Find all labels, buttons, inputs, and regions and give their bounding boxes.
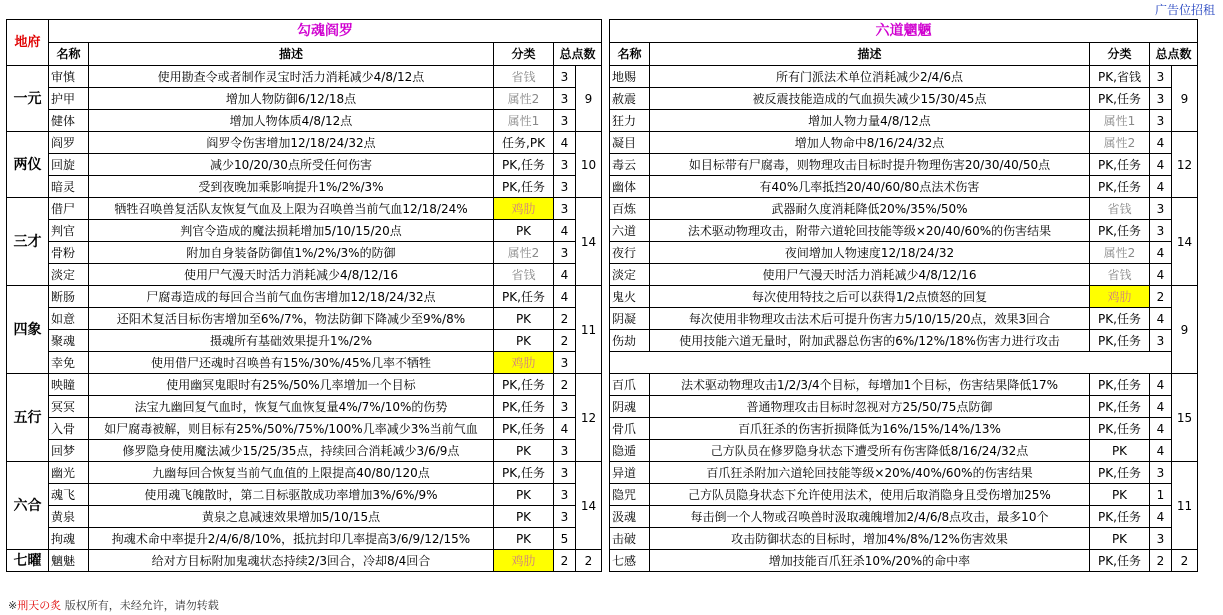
- header-desc: 描述: [89, 43, 494, 66]
- right-skill-desc: 每次使用特技之后可以获得1/2点愤怒的回复: [650, 286, 1090, 308]
- right-empty-cell: [610, 352, 1172, 374]
- right-skill-name: 毒云: [610, 154, 650, 176]
- right-skill-cat: PK,省钱: [1090, 66, 1150, 88]
- left-skill-desc: 牺牲召唤兽复活队友恢复气血及上限为召唤兽当前气血12/18/24%: [89, 198, 494, 220]
- left-skill-points: 4: [554, 286, 576, 308]
- left-skill-desc: 增加人物防御6/12/18点: [89, 88, 494, 110]
- right-skill-points: 3: [1150, 110, 1172, 132]
- column-gap: [602, 396, 610, 418]
- column-gap: [602, 506, 610, 528]
- right-skill-name: 幽体: [610, 176, 650, 198]
- tier-label: 三才: [7, 198, 49, 286]
- right-skill-cat: 属性2: [1090, 242, 1150, 264]
- left-skill-points: 3: [554, 352, 576, 374]
- right-skill-cat: 鸡肋: [1090, 286, 1150, 308]
- column-gap: [602, 330, 610, 352]
- left-skill-points: 3: [554, 440, 576, 462]
- right-tier-total: 15: [1172, 374, 1198, 462]
- right-skill-points: 4: [1150, 418, 1172, 440]
- right-skill-points: 3: [1150, 198, 1172, 220]
- left-skill-name: 黄泉: [49, 506, 89, 528]
- left-skill-desc: 增加人物体质4/8/12点: [89, 110, 494, 132]
- right-skill-desc: 法术驱动物理攻击，附带六道轮回技能等级×20/40/60%的伤害结果: [650, 220, 1090, 242]
- right-skill-name: 淡定: [610, 264, 650, 286]
- left-skill-name: 魑魅: [49, 550, 89, 572]
- left-skill-desc: 使用勘查令或者制作灵宝时活力消耗减少4/8/12点: [89, 66, 494, 88]
- left-skill-points: 2: [554, 550, 576, 572]
- right-tier-total: 14: [1172, 198, 1198, 286]
- right-skill-cat: PK,任务: [1090, 396, 1150, 418]
- right-skill-desc: 己方队员隐身状态下允许使用法术，使用后取消隐身且受伤增加25%: [650, 484, 1090, 506]
- left-skill-desc: 使用借尸还魂时召唤兽有15%/30%/45%几率不牺牲: [89, 352, 494, 374]
- left-skill-name: 幸免: [49, 352, 89, 374]
- corner-label: 地府: [7, 20, 49, 66]
- right-skill-cat: PK,任务: [1090, 330, 1150, 352]
- right-skill-name: 鬼火: [610, 286, 650, 308]
- right-skill-desc: 被反震技能造成的气血损失减少15/30/45点: [650, 88, 1090, 110]
- column-gap: [602, 264, 610, 286]
- right-skill-points: 4: [1150, 308, 1172, 330]
- left-skill-desc: 使用幽冥鬼眼时有25%/50%几率增加一个目标: [89, 374, 494, 396]
- right-skill-desc: 增加技能百爪狂杀10%/20%的命中率: [650, 550, 1090, 572]
- header-name: 名称: [49, 43, 89, 66]
- table-row: [7, 528, 1198, 550]
- left-skill-cat: 鸡肋: [494, 352, 554, 374]
- right-skill-cat: PK,任务: [1090, 176, 1150, 198]
- right-skill-points: 2: [1150, 550, 1172, 572]
- table-row: [7, 176, 1198, 198]
- table-row: [7, 132, 1198, 154]
- right-skill-points: 4: [1150, 264, 1172, 286]
- left-skill-desc: 阎罗令伤害增加12/18/24/32点: [89, 132, 494, 154]
- table-row: [7, 550, 1198, 572]
- table-row: [7, 88, 1198, 110]
- table-row: [7, 506, 1198, 528]
- left-skill-name: 断肠: [49, 286, 89, 308]
- right-skill-cat: 省钱: [1090, 198, 1150, 220]
- column-gap: [602, 110, 610, 132]
- left-skill-desc: 修罗隐身使用魔法减少15/25/35点，持续回合消耗减少3/6/9点: [89, 440, 494, 462]
- right-tier-total: 9: [1172, 66, 1198, 132]
- left-skill-name: 暗灵: [49, 176, 89, 198]
- table-row: [7, 220, 1198, 242]
- left-skill-desc: 附加自身装备防御值1%/2%/3%的防御: [89, 242, 494, 264]
- table-row: [7, 242, 1198, 264]
- left-skill-cat: PK: [494, 308, 554, 330]
- right-skill-name: 汲魂: [610, 506, 650, 528]
- left-skill-cat: PK,任务: [494, 374, 554, 396]
- table-row: [7, 462, 1198, 484]
- right-skill-desc: 每击倒一个人物或召唤兽时汲取魂魄增加2/4/6/8点攻击，最多10个: [650, 506, 1090, 528]
- left-skill-desc: 受到夜晚加乘影响提升1%/2%/3%: [89, 176, 494, 198]
- table-row: [7, 286, 1198, 308]
- right-skill-desc: 有40%几率抵挡20/40/60/80点法术伤害: [650, 176, 1090, 198]
- right-skill-cat: PK,任务: [1090, 154, 1150, 176]
- right-tier-total: 2: [1172, 550, 1198, 572]
- table-row: [7, 66, 1198, 88]
- right-skill-desc: 夜间增加人物速度12/18/24/32: [650, 242, 1090, 264]
- table-row: [7, 308, 1198, 330]
- left-tier-total: 9: [576, 66, 602, 132]
- left-skill-points: 3: [554, 154, 576, 176]
- header-cat: 分类: [494, 43, 554, 66]
- column-gap: [602, 66, 610, 88]
- header-desc: 描述: [650, 43, 1090, 66]
- right-skill-cat: PK: [1090, 440, 1150, 462]
- table-row: [7, 264, 1198, 286]
- left-skill-name: 如意: [49, 308, 89, 330]
- tier-label: 一元: [7, 66, 49, 132]
- table-row: [7, 396, 1198, 418]
- right-skill-points: 1: [1150, 484, 1172, 506]
- right-skill-desc: 每次使用非物理攻击法术后可提升伤害力5/10/15/20点，效果3回合: [650, 308, 1090, 330]
- left-skill-points: 2: [554, 374, 576, 396]
- column-gap: [602, 352, 610, 374]
- right-skill-cat: 属性2: [1090, 132, 1150, 154]
- left-skill-desc: 使用魂飞魄散时，第二目标驱散成功率增加3%/6%/9%: [89, 484, 494, 506]
- right-tier-total: 11: [1172, 462, 1198, 550]
- right-skill-desc: 法术驱动物理攻击1/2/3/4个目标，每增加1个目标，伤害结果降低17%: [650, 374, 1090, 396]
- tier-label: 七曜: [7, 550, 49, 572]
- left-skill-points: 3: [554, 110, 576, 132]
- right-skill-cat: 省钱: [1090, 264, 1150, 286]
- left-skill-desc: 九幽每回合恢复当前气血值的上限提高40/80/120点: [89, 462, 494, 484]
- table-row: [7, 198, 1198, 220]
- right-skill-name: 隐咒: [610, 484, 650, 506]
- column-gap: [602, 88, 610, 110]
- left-skill-cat: PK,任务: [494, 396, 554, 418]
- left-skill-name: 护甲: [49, 88, 89, 110]
- table-row: [7, 330, 1198, 352]
- left-skill-cat: PK: [494, 528, 554, 550]
- right-skill-cat: PK: [1090, 484, 1150, 506]
- right-skill-points: 4: [1150, 242, 1172, 264]
- right-tier-total: 12: [1172, 132, 1198, 198]
- right-skill-points: 4: [1150, 506, 1172, 528]
- right-skill-cat: PK,任务: [1090, 220, 1150, 242]
- left-skill-name: 判官: [49, 220, 89, 242]
- right-skill-points: 2: [1150, 286, 1172, 308]
- left-skill-points: 4: [554, 264, 576, 286]
- table-row: [7, 418, 1198, 440]
- left-skill-name: 审慎: [49, 66, 89, 88]
- right-skill-desc: 百爪狂杀附加六道轮回技能等级×20%/40%/60%的伤害结果: [650, 462, 1090, 484]
- right-skill-cat: PK,任务: [1090, 550, 1150, 572]
- right-skill-points: 4: [1150, 132, 1172, 154]
- left-skill-points: 3: [554, 198, 576, 220]
- right-skill-desc: 普通物理攻击目标时忽视对方25/50/75点防御: [650, 396, 1090, 418]
- tier-label: 五行: [7, 374, 49, 462]
- left-skill-points: 2: [554, 308, 576, 330]
- left-skill-desc: 使用尸气漫天时活力消耗减少4/8/12/16: [89, 264, 494, 286]
- left-skill-name: 聚魂: [49, 330, 89, 352]
- right-tier-total: 9: [1172, 286, 1198, 374]
- left-skill-desc: 黄泉之息减速效果增加5/10/15点: [89, 506, 494, 528]
- right-skill-name: 阴魂: [610, 396, 650, 418]
- left-skill-cat: PK,任务: [494, 154, 554, 176]
- right-skill-name: 伤劫: [610, 330, 650, 352]
- left-skill-points: 3: [554, 462, 576, 484]
- right-skill-desc: 使用尸气漫天时活力消耗减少4/8/12/16: [650, 264, 1090, 286]
- tier-label: 六合: [7, 462, 49, 550]
- left-skill-cat: PK,任务: [494, 286, 554, 308]
- left-skill-cat: 属性2: [494, 242, 554, 264]
- table-row: [7, 352, 1198, 374]
- column-gap: [602, 308, 610, 330]
- right-skill-name: 地赐: [610, 66, 650, 88]
- left-skill-name: 幽光: [49, 462, 89, 484]
- header-total: 总点数: [1150, 43, 1198, 66]
- column-gap: [602, 220, 610, 242]
- tier-label: 四象: [7, 286, 49, 374]
- left-skill-cat: PK: [494, 440, 554, 462]
- left-skill-name: 魂飞: [49, 484, 89, 506]
- left-skill-points: 4: [554, 418, 576, 440]
- left-skill-name: 借尸: [49, 198, 89, 220]
- left-skill-cat: 省钱: [494, 264, 554, 286]
- right-skill-name: 隐遁: [610, 440, 650, 462]
- right-skill-name: 异道: [610, 462, 650, 484]
- left-skill-name: 健体: [49, 110, 89, 132]
- right-skill-cat: PK: [1090, 528, 1150, 550]
- column-gap: [602, 462, 610, 484]
- header-cat: 分类: [1090, 43, 1150, 66]
- left-skill-points: 3: [554, 484, 576, 506]
- left-skill-name: 淡定: [49, 264, 89, 286]
- tier-label: 两仪: [7, 132, 49, 198]
- right-skill-name: 六道: [610, 220, 650, 242]
- right-skill-points: 3: [1150, 220, 1172, 242]
- column-gap: [602, 374, 610, 396]
- left-skill-desc: 法宝九幽回复气血时，恢复气血恢复量4%/7%/10%的伤势: [89, 396, 494, 418]
- table-row: [7, 374, 1198, 396]
- table-row: [7, 440, 1198, 462]
- right-skill-name: 阴凝: [610, 308, 650, 330]
- left-tier-total: 12: [576, 374, 602, 462]
- left-skill-name: 阎罗: [49, 132, 89, 154]
- left-skill-name: 拘魂: [49, 528, 89, 550]
- right-skill-name: 百爪: [610, 374, 650, 396]
- left-skill-desc: 还阳术复活目标伤害增加至6%/7%，物法防御下降减少至9%/8%: [89, 308, 494, 330]
- left-skill-name: 入骨: [49, 418, 89, 440]
- group-header-row: [7, 20, 1198, 43]
- column-gap: [602, 418, 610, 440]
- left-skill-cat: 鸡肋: [494, 198, 554, 220]
- right-skill-desc: 攻击防御状态的目标时，增加4%/8%/12%伤害效果: [650, 528, 1090, 550]
- left-skill-name: 回梦: [49, 440, 89, 462]
- right-skill-points: 3: [1150, 462, 1172, 484]
- right-skill-points: 4: [1150, 176, 1172, 198]
- left-group-title: 勾魂阎罗: [49, 20, 602, 43]
- footer-note: [8, 597, 219, 613]
- left-skill-desc: 尸腐毒造成的每回合当前气血伤害增加12/18/24/32点: [89, 286, 494, 308]
- right-skill-points: 4: [1150, 374, 1172, 396]
- header-name: 名称: [610, 43, 650, 66]
- left-tier-total: 14: [576, 462, 602, 550]
- column-gap: [602, 132, 610, 154]
- left-skill-cat: PK,任务: [494, 176, 554, 198]
- left-skill-name: 回旋: [49, 154, 89, 176]
- right-skill-name: 夜行: [610, 242, 650, 264]
- ad-link[interactable]: 广告位招租: [1154, 3, 1215, 17]
- footer-mark: ※: [8, 599, 18, 612]
- right-group-title: 六道魍魉: [610, 20, 1198, 43]
- right-skill-cat: PK,任务: [1090, 506, 1150, 528]
- left-skill-desc: 拘魂术命中率提升2/4/6/8/10%，抵抗封印几率提高3/6/9/12/15%: [89, 528, 494, 550]
- header-total: 总点数: [554, 43, 602, 66]
- left-skill-cat: 属性2: [494, 88, 554, 110]
- left-skill-cat: PK,任务: [494, 462, 554, 484]
- right-skill-points: 4: [1150, 154, 1172, 176]
- right-skill-points: 4: [1150, 440, 1172, 462]
- left-skill-points: 3: [554, 242, 576, 264]
- left-skill-points: 5: [554, 528, 576, 550]
- right-skill-cat: PK,任务: [1090, 308, 1150, 330]
- right-skill-points: 3: [1150, 88, 1172, 110]
- right-skill-cat: PK,任务: [1090, 374, 1150, 396]
- right-skill-name: 百炼: [610, 198, 650, 220]
- right-skill-points: 3: [1150, 330, 1172, 352]
- left-tier-total: 14: [576, 198, 602, 286]
- left-skill-points: 4: [554, 220, 576, 242]
- left-skill-points: 2: [554, 330, 576, 352]
- left-skill-name: 骨粉: [49, 242, 89, 264]
- right-skill-points: 3: [1150, 66, 1172, 88]
- right-skill-desc: 如目标带有尸腐毒，则物理攻击目标时提升物理伤害20/30/40/50点: [650, 154, 1090, 176]
- right-skill-points: 3: [1150, 528, 1172, 550]
- right-skill-name: 凝目: [610, 132, 650, 154]
- column-gap: [602, 198, 610, 220]
- footer-author: 刑天の炙: [17, 599, 62, 612]
- left-skill-cat: 鸡肋: [494, 550, 554, 572]
- left-skill-cat: PK,任务: [494, 418, 554, 440]
- left-skill-desc: 摄魂所有基础效果提升1%/2%: [89, 330, 494, 352]
- left-skill-cat: PK: [494, 330, 554, 352]
- right-skill-name: 赦震: [610, 88, 650, 110]
- right-skill-name: 狂力: [610, 110, 650, 132]
- table-row: [7, 154, 1198, 176]
- column-gap: [602, 440, 610, 462]
- right-skill-cat: PK,任务: [1090, 462, 1150, 484]
- left-skill-cat: PK: [494, 484, 554, 506]
- right-skill-name: 击破: [610, 528, 650, 550]
- table-row: [7, 484, 1198, 506]
- footer-text: 版权所有，未经允许，请勿转载: [61, 599, 219, 612]
- left-tier-total: 10: [576, 132, 602, 198]
- left-skill-desc: 给对方目标附加鬼魂状态持续2/3回合，冷却8/4回合: [89, 550, 494, 572]
- left-skill-points: 3: [554, 176, 576, 198]
- left-skill-cat: 省钱: [494, 66, 554, 88]
- right-skill-name: 骨爪: [610, 418, 650, 440]
- right-skill-name: 七感: [610, 550, 650, 572]
- right-skill-desc: 武器耐久度消耗降低20%/35%/50%: [650, 198, 1090, 220]
- column-gap: [602, 242, 610, 264]
- left-skill-desc: 判官令造成的魔法损耗增加5/10/15/20点: [89, 220, 494, 242]
- right-skill-cat: 属性1: [1090, 110, 1150, 132]
- left-skill-points: 3: [554, 88, 576, 110]
- column-gap: [602, 176, 610, 198]
- right-skill-points: 4: [1150, 396, 1172, 418]
- left-skill-points: 3: [554, 506, 576, 528]
- column-gap: [602, 528, 610, 550]
- left-skill-points: 3: [554, 396, 576, 418]
- right-skill-desc: 使用技能六道无量时，附加武器总伤害的6%/12%/18%伤害力进行攻击: [650, 330, 1090, 352]
- left-skill-points: 4: [554, 132, 576, 154]
- column-gap: [602, 154, 610, 176]
- left-skill-cat: 属性1: [494, 110, 554, 132]
- left-tier-total: 11: [576, 286, 602, 374]
- column-gap: [602, 484, 610, 506]
- right-skill-desc: 增加人物命中8/16/24/32点: [650, 132, 1090, 154]
- right-skill-desc: 所有门派法术单位消耗减少2/4/6点: [650, 66, 1090, 88]
- skill-table: [6, 19, 1198, 572]
- right-skill-desc: 己方队员在修罗隐身状态下遭受所有伤害降低8/16/24/32点: [650, 440, 1090, 462]
- left-skill-cat: PK: [494, 220, 554, 242]
- left-skill-desc: 如尸腐毒被解，则目标有25%/50%/75%/100%几率减少3%当前气血: [89, 418, 494, 440]
- right-skill-cat: PK,任务: [1090, 418, 1150, 440]
- left-skill-name: 冥冥: [49, 396, 89, 418]
- right-skill-cat: PK,任务: [1090, 88, 1150, 110]
- left-skill-points: 3: [554, 66, 576, 88]
- left-skill-name: 映瞳: [49, 374, 89, 396]
- column-gap: [602, 286, 610, 308]
- table-row: [7, 110, 1198, 132]
- right-skill-desc: 百爪狂杀的伤害折损降低为16%/15%/14%/13%: [650, 418, 1090, 440]
- left-skill-cat: 任务,PK: [494, 132, 554, 154]
- right-skill-desc: 增加人物力量4/8/12点: [650, 110, 1090, 132]
- left-skill-desc: 减少10/20/30点所受任何伤害: [89, 154, 494, 176]
- left-tier-total: 2: [576, 550, 602, 572]
- column-gap: [602, 550, 610, 572]
- left-skill-cat: PK: [494, 506, 554, 528]
